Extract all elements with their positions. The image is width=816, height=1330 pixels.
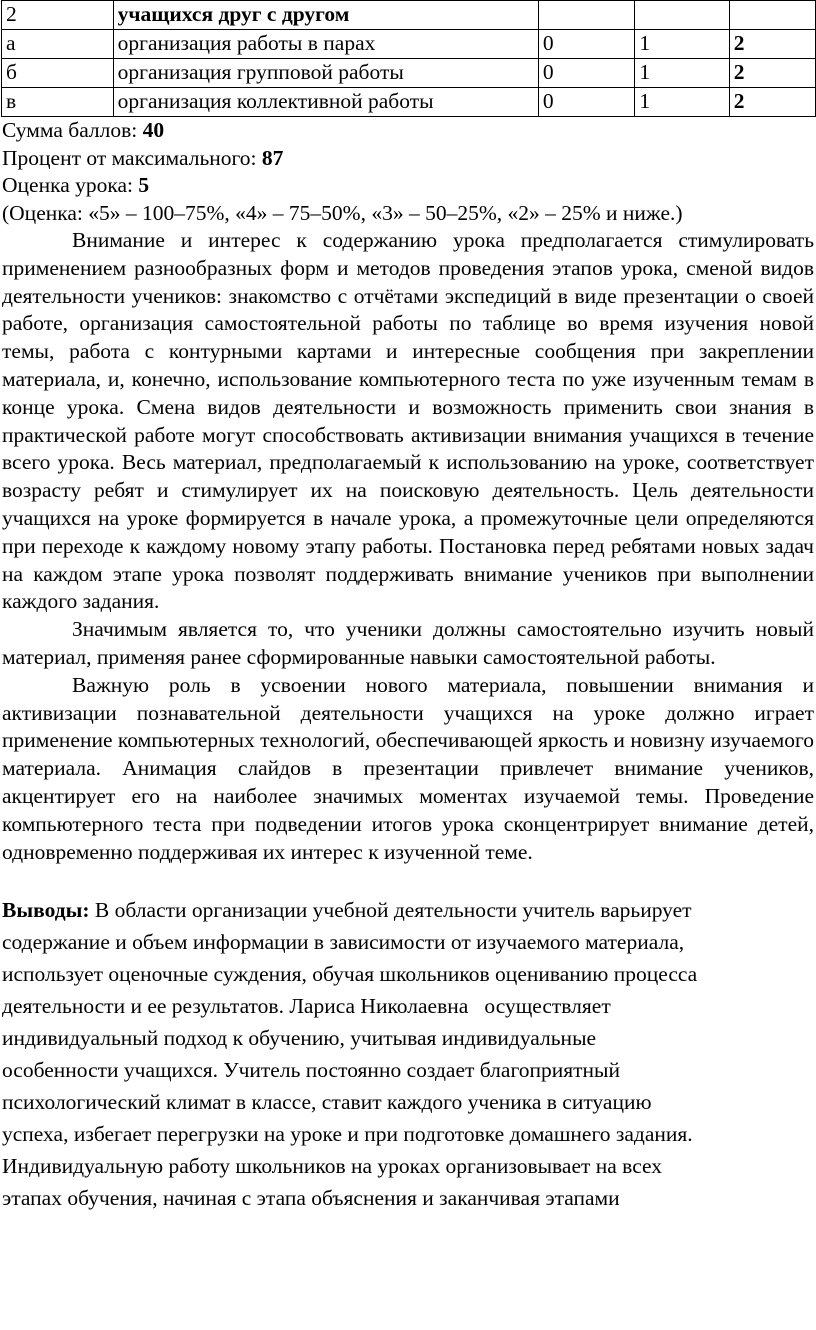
lesson-grade — [2, 172, 814, 200]
conclusion-line — [2, 1118, 814, 1150]
conclusion-line-text: этапах обучения, начиная с этапа объяснения и заканчивая этапами — [2, 1186, 620, 1211]
scoring-table-body — [2, 1, 816, 117]
score-1-cell: 1 — [635, 88, 729, 117]
spacer — [2, 866, 814, 894]
score-0-cell: 0 — [538, 88, 634, 117]
conclusion-line — [2, 1054, 814, 1086]
lesson-grade-label: Оценка урока: — [2, 173, 139, 197]
score-2-cell — [729, 1, 815, 30]
conclusion-line — [2, 1182, 814, 1214]
table-row — [2, 30, 816, 59]
criterion-cell: организация коллективной работы — [113, 88, 538, 117]
lesson-grade-value: 5 — [138, 173, 150, 197]
paragraph-independent-work: Значимым является то, что ученики должны самостоятельно изучить новый материал, применяя ранее сформированные навыки самостоятельной работы. — [2, 617, 814, 669]
score-sum-label: Сумма баллов: — [2, 118, 143, 142]
grade-scale: (Оценка: «5» – 100–75%, «4» – 75–50%, «3» – 50–25%, «2» – 25% и ниже.) — [2, 200, 683, 225]
conclusion-line — [2, 894, 814, 926]
conclusion-line-text: В области организации учебной деятельности учитель варьирует — [89, 898, 692, 923]
conclusion-line — [2, 990, 814, 1022]
conclusion-line-text: психологический климат в классе, ставит каждого ученика в ситуацию — [2, 1090, 652, 1115]
document-page — [2, 0, 814, 1214]
table-row — [2, 88, 816, 117]
paragraph-attention: Внимание и интерес к содержанию урока предполагается стимулировать применением разнообразных форм и методов проведения этапов урока, сменой видов деятельности учеников: знакомство с отчётами экспедиций в виде презентации о своей работе, организация самостоятельной работы по таблице во время изучения новой темы, работа с контурными картами и интересные сообщения при закреплении материала, и, конечно, использование компьютерного теста по уже изученным темам в конце урока. Смена видов деятельности и возможность применить свои знания в практической работе могут способствовать активизации внимания учащихся в течение всего урока. Весь материал, предполагаемый к использованию на уроке, соответствует возрасту ребят и стимулирует их на поисковую деятельность. Цель деятельности учащихся на уроке формируется в начале урока, а промежуточные цели определяются при переходе к каждому новому этапу работы. Постановка перед ребятами новых задач на каждом этапе урока позволят поддерживать внимание учеников при выполнении каждого задания. — [2, 228, 814, 614]
row-number-cell: б — [2, 59, 114, 88]
score-1-cell — [635, 1, 729, 30]
score-sum-value: 40 — [142, 118, 165, 142]
score-1-cell: 1 — [635, 59, 729, 88]
conclusion-line — [2, 958, 814, 990]
score-percent-label: Процент от максимального: — [2, 145, 262, 170]
score-0-cell: 0 — [538, 30, 634, 59]
paragraph-computer-technology: Важную роль в усвоении нового материала, повышении внимания и активизации познавательной деятельности учащихся на уроке должно играет применение компьютерных технологий, обеспечивающей яркость и новизну изучаемого материала. Анимация слайдов в презентации привлечет внимание учеников, акцентирует его на наиболее значимых моментах изучаемой темы. Проведение компьютерного теста при подведении итогов урока сконцентрирует внимание детей, одновременно поддерживая их интерес к изученной теме. — [2, 672, 814, 864]
score-percent — [2, 145, 814, 173]
score-2-cell: 2 — [729, 30, 815, 59]
score-sum — [2, 117, 814, 145]
conclusion-line — [2, 1150, 814, 1182]
table-row — [2, 59, 816, 88]
conclusion-line — [2, 926, 814, 958]
score-2-cell: 2 — [729, 88, 815, 117]
score-1-cell: 1 — [635, 30, 729, 59]
conclusion-line — [2, 1022, 814, 1054]
criterion-cell: организация работы в парах — [113, 30, 538, 59]
conclusion-line-text: использует оценочные суждения, обучая школьников оцениванию процесса — [2, 962, 698, 987]
conclusion-line-text: особенности учащихся. Учитель постоянно создает благоприятный — [2, 1058, 620, 1083]
conclusion-line-text: содержание и объем информации в зависимости от изучаемого материала, — [2, 930, 685, 955]
score-0-cell — [538, 1, 634, 30]
conclusion-line-text: индивидуальный подход к обучению, учитывая индивидуальные — [2, 1026, 597, 1051]
row-number-cell: 2 — [2, 1, 114, 30]
criterion-cell: организация групповой работы — [113, 59, 538, 88]
table-row — [2, 1, 816, 30]
criterion-cell: учащихся друг с другом — [113, 1, 538, 30]
conclusion-line-text: деятельности и ее результатов. Лариса Николаевна осуществляет — [2, 994, 611, 1019]
score-0-cell: 0 — [538, 59, 634, 88]
conclusion-line-text: Индивидуальную работу школьников на уроках организовывает на всех — [2, 1154, 663, 1179]
conclusion-label: Выводы: — [2, 898, 90, 923]
score-percent-value: 87 — [261, 145, 284, 170]
conclusion-block — [2, 894, 814, 1214]
row-number-cell: а — [2, 30, 114, 59]
conclusion-line — [2, 1086, 814, 1118]
row-number-cell: в — [2, 88, 114, 117]
score-2-cell: 2 — [729, 59, 815, 88]
conclusion-line-text: успеха, избегает перегрузки на уроке и при подготовке домашнего задания. — [2, 1122, 693, 1147]
scoring-table — [1, 0, 816, 117]
